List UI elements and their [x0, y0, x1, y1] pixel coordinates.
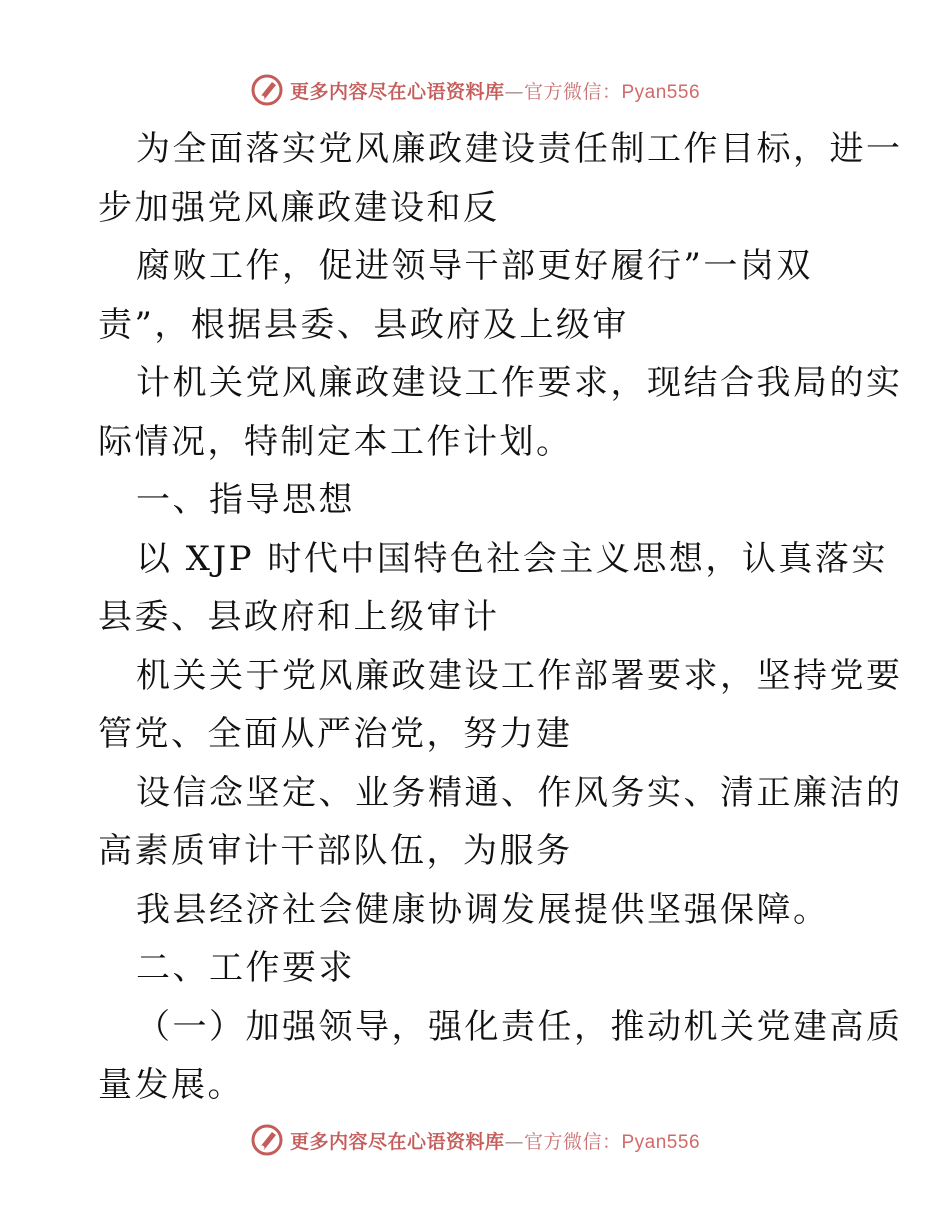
text-line: 责”，根据县委、县政府及上级审 [98, 304, 629, 345]
header-watermark [0, 70, 950, 110]
text-line: 量发展。 [98, 1065, 244, 1105]
watermark-text [290, 1127, 700, 1154]
watermark-wechat-id: Pyan556 [621, 81, 701, 103]
watermark-main: 更多内容尽在心语资料库 [289, 1130, 505, 1153]
text-line: 计机关党风廉政建设工作要求，现结合我局的实 [136, 363, 903, 403]
watermark-separator: — [504, 1130, 524, 1153]
footer-watermark [0, 1120, 950, 1160]
text-line: （一）加强领导，强化责任，推动机关党建高质 [136, 1006, 903, 1047]
watermark-text [290, 77, 700, 104]
text-line: 二、工作要求 [136, 948, 355, 988]
text-line: 我县经济社会健康协调发展提供坚强保障。 [136, 889, 830, 930]
text-line: 机关关于党风廉政建设工作部署要求，坚持党要 [136, 655, 903, 696]
text-line: 为全面落实党风廉政建设责任制工作目标，进一 [136, 129, 903, 169]
text-line: 县委、县政府和上级审计 [98, 597, 500, 637]
text-line: 设信念坚定、业务精通、作风务实、清正廉洁的 [136, 772, 903, 813]
text-line: 管党、全面从严治党，努力建 [98, 714, 573, 754]
document-body [98, 120, 903, 1115]
text-line: 际情况，特制定本工作计划。 [98, 421, 573, 462]
text-line: 一、指导思想 [136, 480, 355, 520]
watermark-wechat-id: Pyan556 [621, 1131, 701, 1153]
pen-logo-icon [250, 73, 284, 107]
text-line: 步加强党风廉政建设和反 [98, 187, 500, 228]
watermark-separator: — [504, 80, 524, 103]
watermark-wechat-label: 官方微信： [523, 1130, 622, 1153]
pen-logo-icon [250, 1123, 284, 1157]
text-line: 以 XJP 时代中国特色社会主义思想，认真落实 [136, 538, 888, 579]
text-line: 高素质审计干部队伍，为服务 [98, 831, 573, 871]
watermark-wechat-label: 官方微信： [523, 80, 622, 103]
watermark-main: 更多内容尽在心语资料库 [289, 80, 505, 103]
text-line: 腐败工作，促进领导干部更好履行”一岗双 [136, 246, 813, 286]
